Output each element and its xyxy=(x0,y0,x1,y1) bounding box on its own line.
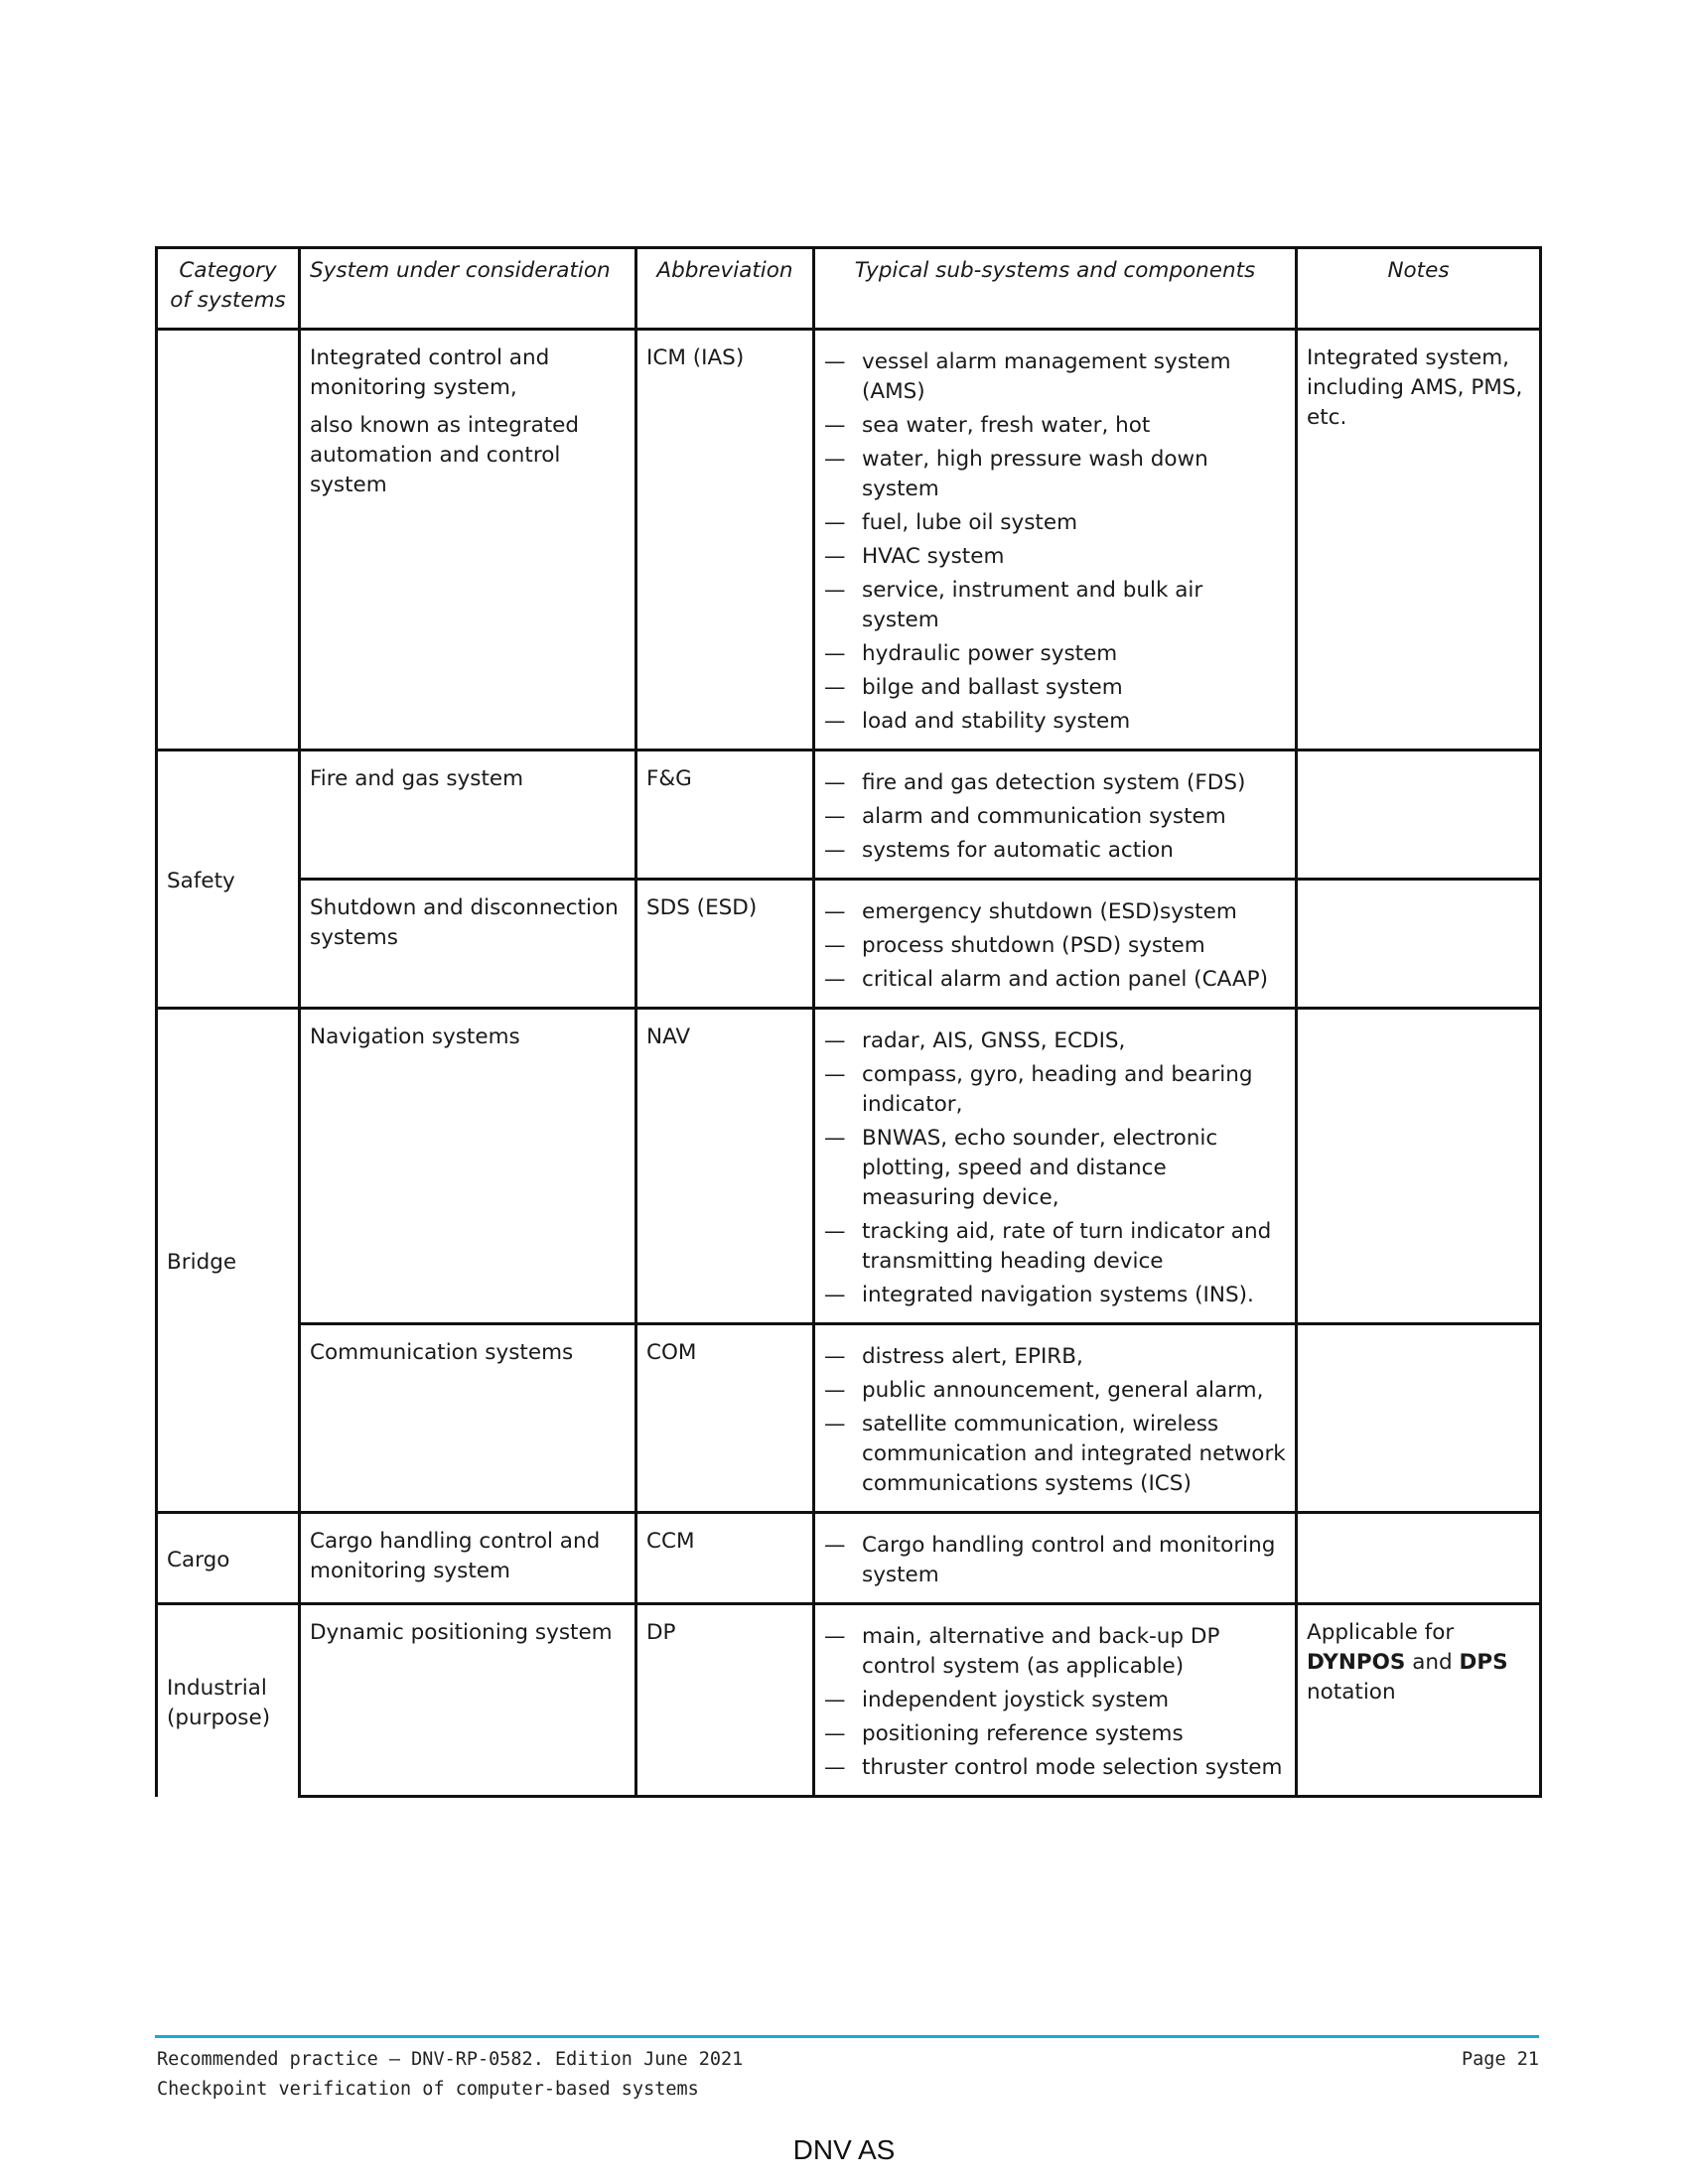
notes-cell-com xyxy=(1297,1324,1541,1513)
dash-bullet: — xyxy=(824,544,846,569)
dash-bullet: — xyxy=(824,641,846,666)
abbr-cell-fg: F&G xyxy=(636,751,814,880)
system-cell-nav: Navigation systems xyxy=(300,1009,636,1324)
list-item xyxy=(824,1719,1286,1749)
category-cell-cargo: Cargo xyxy=(157,1513,300,1604)
dash-bullet: — xyxy=(824,1283,846,1307)
dash-bullet: — xyxy=(824,1028,846,1053)
list-item xyxy=(824,1060,1286,1120)
items-list xyxy=(824,768,1286,866)
dash-bullet: — xyxy=(824,1126,846,1151)
notes-cell-nav xyxy=(1297,1009,1541,1324)
list-item-text: tracking aid, rate of turn indicator and transmitting heading device xyxy=(862,1219,1272,1274)
list-item-text: thruster control mode selection system xyxy=(862,1755,1283,1780)
list-item-text: HVAC system xyxy=(862,544,1005,569)
table-row-sds xyxy=(157,880,1541,1009)
category-cell-empty xyxy=(157,330,300,751)
system-cell-com: Communication systems xyxy=(300,1324,636,1513)
items-list xyxy=(824,1622,1286,1783)
abbr-cell-sds: SDS (ESD) xyxy=(636,880,814,1009)
dash-bullet: — xyxy=(824,838,846,863)
list-item-text: main, alternative and back-up DP control system (as applicable) xyxy=(862,1624,1220,1679)
system-cell-ccm: Cargo handling control and monitoring system xyxy=(300,1513,636,1604)
table-header-row xyxy=(157,248,1541,330)
list-item-text: bilge and ballast system xyxy=(862,675,1123,700)
list-item xyxy=(824,1686,1286,1715)
dash-bullet: — xyxy=(824,675,846,700)
category-cell-industrial: Industrial (purpose) xyxy=(157,1604,300,1797)
notes-bold-dynpos: DYNPOS xyxy=(1307,1650,1406,1675)
items-cell-ccm xyxy=(814,1513,1297,1604)
footer-document-info xyxy=(157,2045,743,2105)
list-item-text: service, instrument and bulk air system xyxy=(862,578,1203,632)
table-row-icm xyxy=(157,330,1541,751)
list-item-text: vessel alarm management system (AMS) xyxy=(862,349,1231,404)
notes-text: and xyxy=(1405,1650,1460,1675)
system-cell-fg: Fire and gas system xyxy=(300,751,636,880)
table-row-nav xyxy=(157,1009,1541,1324)
system-cell-icm xyxy=(300,330,636,751)
list-item-text: critical alarm and action panel (CAAP) xyxy=(862,967,1268,992)
list-item-text: systems for automatic action xyxy=(862,838,1174,863)
system-cell-sds: Shutdown and disconnection systems xyxy=(300,880,636,1009)
notes-text: notation xyxy=(1307,1680,1396,1705)
header-subsystems: Typical sub-systems and components xyxy=(814,248,1297,330)
list-item xyxy=(824,673,1286,703)
list-item xyxy=(824,931,1286,961)
list-item xyxy=(824,802,1286,832)
notes-text: Applicable for xyxy=(1307,1620,1455,1645)
list-item xyxy=(824,897,1286,927)
list-item-text: process shutdown (PSD) system xyxy=(862,933,1205,958)
table-row-dp xyxy=(157,1604,1541,1797)
list-item xyxy=(824,1622,1286,1682)
list-item xyxy=(824,1217,1286,1277)
dash-bullet: — xyxy=(824,349,846,374)
abbr-cell-icm: ICM (IAS) xyxy=(636,330,814,751)
dash-bullet: — xyxy=(824,804,846,829)
items-cell-fg xyxy=(814,751,1297,880)
list-item-text: BNWAS, echo sounder, electronic plotting, speed and distance measuring device, xyxy=(862,1126,1218,1210)
list-item-text: fire and gas detection system (FDS) xyxy=(862,770,1246,795)
list-item xyxy=(824,836,1286,866)
dash-bullet: — xyxy=(824,1344,846,1369)
list-item xyxy=(824,411,1286,441)
dash-bullet: — xyxy=(824,1219,846,1244)
table-row-com xyxy=(157,1324,1541,1513)
dash-bullet: — xyxy=(824,1721,846,1746)
dash-bullet: — xyxy=(824,447,846,472)
list-item xyxy=(824,1281,1286,1310)
items-list xyxy=(824,897,1286,995)
list-item-text: fuel, lube oil system xyxy=(862,510,1078,535)
list-item-text: public announcement, general alarm, xyxy=(862,1378,1264,1403)
abbr-cell-ccm: CCM xyxy=(636,1513,814,1604)
header-abbreviation: Abbreviation xyxy=(636,248,814,330)
list-item-text: sea water, fresh water, hot xyxy=(862,413,1151,438)
list-item-text: radar, AIS, GNSS, ECDIS, xyxy=(862,1028,1126,1053)
dash-bullet: — xyxy=(824,413,846,438)
list-item xyxy=(824,347,1286,407)
items-cell-icm xyxy=(814,330,1297,751)
notes-cell-icm: Integrated system, including AMS, PMS, etc. xyxy=(1297,330,1541,751)
abbr-cell-com: COM xyxy=(636,1324,814,1513)
list-item xyxy=(824,576,1286,635)
list-item xyxy=(824,1342,1286,1372)
list-item xyxy=(824,768,1286,798)
dash-bullet: — xyxy=(824,933,846,958)
system-line: also known as integrated automation and control system xyxy=(310,413,580,497)
dash-bullet: — xyxy=(824,709,846,734)
items-cell-nav xyxy=(814,1009,1297,1324)
system-line: Integrated control and monitoring system, xyxy=(310,345,550,400)
list-item xyxy=(824,1026,1286,1056)
notes-cell-sds xyxy=(1297,880,1541,1009)
items-list xyxy=(824,347,1286,737)
category-cell-bridge: Bridge xyxy=(157,1009,300,1513)
dash-bullet: — xyxy=(824,770,846,795)
footer-line-2: Checkpoint verification of computer-based systems xyxy=(157,2079,699,2100)
items-list xyxy=(824,1342,1286,1499)
list-item-text: distress alert, EPIRB, xyxy=(862,1344,1083,1369)
items-cell-com xyxy=(814,1324,1297,1513)
notes-bold-dps: DPS xyxy=(1459,1650,1508,1675)
items-list xyxy=(824,1531,1286,1590)
dash-bullet: — xyxy=(824,1755,846,1780)
list-item-text: alarm and communication system xyxy=(862,804,1226,829)
items-list xyxy=(824,1026,1286,1310)
category-cell-safety: Safety xyxy=(157,751,300,1009)
dash-bullet: — xyxy=(824,1688,846,1712)
footer-page-number: Page 21 xyxy=(1462,2049,1539,2070)
list-item-text: compass, gyro, heading and bearing indicator, xyxy=(862,1062,1253,1117)
notes-cell-ccm xyxy=(1297,1513,1541,1604)
footer-divider xyxy=(155,2035,1539,2038)
list-item xyxy=(824,1376,1286,1406)
list-item-text: load and stability system xyxy=(862,709,1131,734)
dash-bullet: — xyxy=(824,1533,846,1558)
dash-bullet: — xyxy=(824,1624,846,1649)
dash-bullet: — xyxy=(824,899,846,924)
systems-table xyxy=(155,246,1542,1798)
list-item-text: Cargo handling control and monitoring system xyxy=(862,1533,1276,1587)
header-notes: Notes xyxy=(1297,248,1541,330)
header-system: System under consideration xyxy=(300,248,636,330)
list-item xyxy=(824,1753,1286,1783)
list-item xyxy=(824,508,1286,538)
list-item-text: satellite communication, wireless communication and integrated network communications systems (ICS) xyxy=(862,1412,1286,1496)
dash-bullet: — xyxy=(824,1412,846,1436)
list-item xyxy=(824,639,1286,669)
dash-bullet: — xyxy=(824,1062,846,1087)
dash-bullet: — xyxy=(824,1378,846,1403)
list-item xyxy=(824,542,1286,572)
table-row-fg xyxy=(157,751,1541,880)
table-row-cargo xyxy=(157,1513,1541,1604)
list-item xyxy=(824,1410,1286,1499)
systems-table-container xyxy=(155,246,1539,1798)
items-cell-sds xyxy=(814,880,1297,1009)
footer-line-1: Recommended practice — DNV-RP-0582. Edition June 2021 xyxy=(157,2049,744,2070)
notes-cell-fg xyxy=(1297,751,1541,880)
list-item-text: emergency shutdown (ESD)system xyxy=(862,899,1237,924)
abbr-cell-dp: DP xyxy=(636,1604,814,1797)
system-cell-dp: Dynamic positioning system xyxy=(300,1604,636,1797)
notes-cell-dp xyxy=(1297,1604,1541,1797)
list-item-text: positioning reference systems xyxy=(862,1721,1184,1746)
list-item-text: independent joystick system xyxy=(862,1688,1170,1712)
items-cell-dp xyxy=(814,1604,1297,1797)
header-category: Category of systems xyxy=(157,248,300,330)
abbr-cell-nav: NAV xyxy=(636,1009,814,1324)
dash-bullet: — xyxy=(824,510,846,535)
dash-bullet: — xyxy=(824,967,846,992)
list-item xyxy=(824,1124,1286,1213)
dash-bullet: — xyxy=(824,578,846,603)
list-item xyxy=(824,965,1286,995)
list-item-text: water, high pressure wash down system xyxy=(862,447,1208,501)
list-item-text: hydraulic power system xyxy=(862,641,1118,666)
publisher-name: DNV AS xyxy=(792,2134,896,2165)
list-item xyxy=(824,707,1286,737)
list-item xyxy=(824,1531,1286,1590)
list-item-text: integrated navigation systems (INS). xyxy=(862,1283,1254,1307)
list-item xyxy=(824,445,1286,504)
